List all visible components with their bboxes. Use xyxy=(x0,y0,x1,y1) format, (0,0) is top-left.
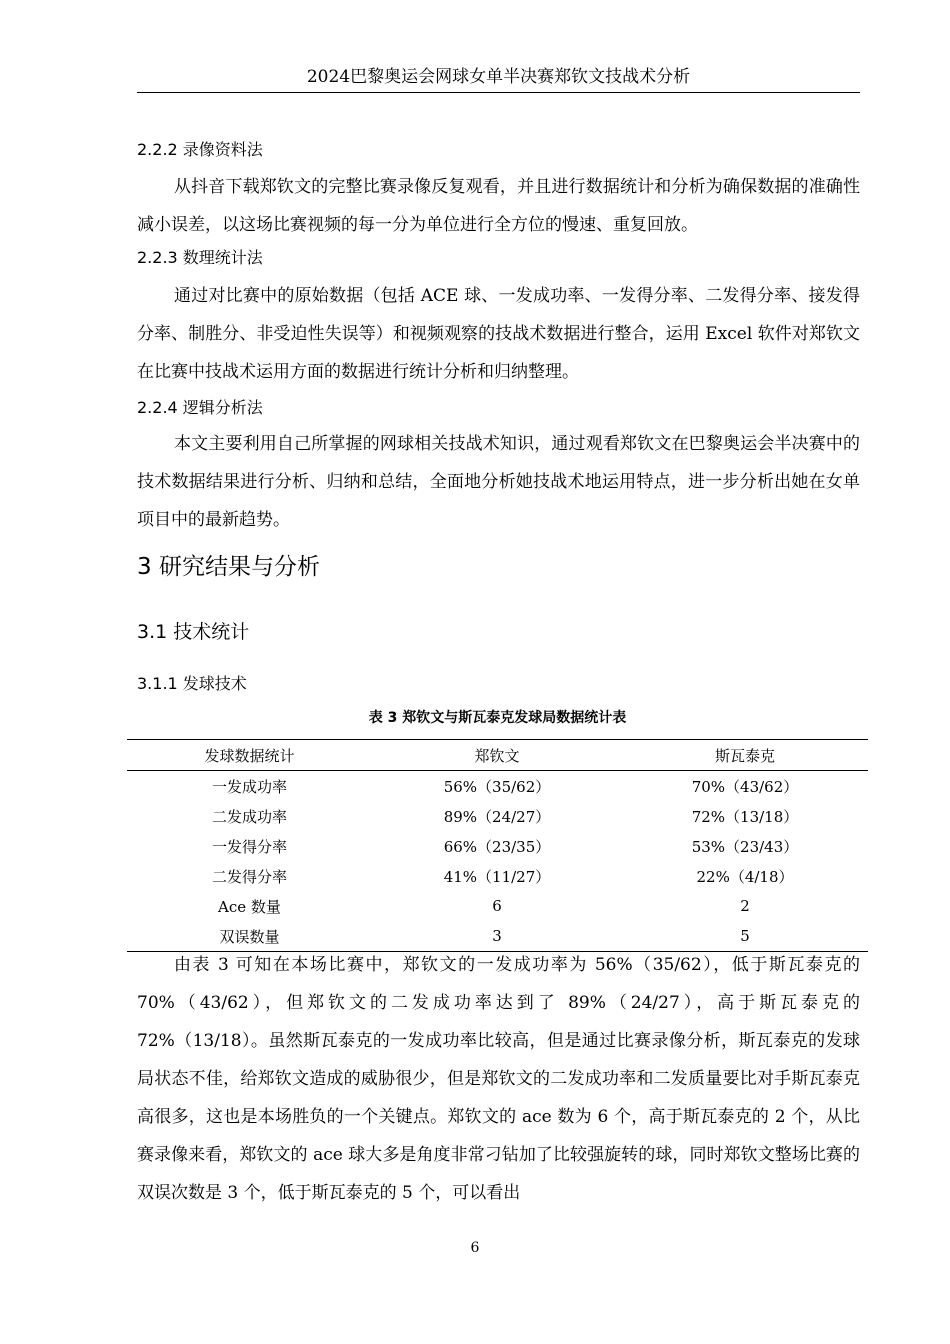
table-header-cell: 发球数据统计 xyxy=(127,740,372,771)
table-caption: 表 3 郑钦文与斯瓦泰克发球局数据统计表 xyxy=(368,710,627,726)
table-row xyxy=(127,801,868,831)
section-2-2-2-title: 2.2.2 录像资料法 xyxy=(137,140,263,159)
section-2-2-4-title: 2.2.4 逻辑分析法 xyxy=(137,398,263,417)
table-cell: 72%（13/18） xyxy=(691,807,799,826)
table-cell: 66%（23/35） xyxy=(443,837,551,856)
section-2-2-2-text: 从抖音下载郑钦文的完整比赛录像反复观看，并且进行数据统计和分析为确保数据的准确性减小误差，以这场比赛视频的每一分为单位进行全方位的慢速、重复回放。 xyxy=(137,177,860,235)
section-2-2-3-text: 通过对比赛中的原始数据（包括 ACE 球、一发成功率、一发得分率、二发得分率、接发得分率、制胜分、非受迫性失误等）和视频观察的技战术数据进行整合，运用 Excel 软件对郑钦文在比赛中技战术运用方面的数据进行统计分析和归纳整理。 xyxy=(137,286,860,382)
table-cell: 6 xyxy=(492,897,502,915)
table-cell: 22%（4/18） xyxy=(696,867,794,886)
table-cell: 3 xyxy=(372,921,622,952)
table-cell: 2 xyxy=(740,897,750,915)
table-row xyxy=(127,891,868,921)
running-header: 2024巴黎奥运会网球女单半决赛郑钦文技战术分析 xyxy=(137,62,860,93)
table-cell: Ace 数量 xyxy=(218,897,281,916)
table-cell: 89%（24/27） xyxy=(443,807,551,826)
table-cell: 41%（11/27） xyxy=(443,867,551,886)
section-3-1-1-title: 3.1.1 发球技术 xyxy=(137,674,247,693)
chapter-3-title: 3 研究结果与分析 xyxy=(137,554,320,580)
table-row xyxy=(127,861,868,891)
table-cell: 二发得分率 xyxy=(211,867,287,886)
table-cell: 5 xyxy=(622,921,868,952)
table-cell: 一发成功率 xyxy=(211,777,287,796)
table-row xyxy=(127,831,868,861)
table-cell: 一发得分率 xyxy=(211,837,287,856)
table-header-cell: 斯瓦泰克 xyxy=(622,740,868,771)
table-cell: 70%（43/62） xyxy=(691,777,799,796)
serve-stats-table xyxy=(127,739,868,952)
table-cell: 双误数量 xyxy=(127,921,372,952)
table-cell: 53%（23/43） xyxy=(691,837,799,856)
analysis-text: 由表 3 可知在本场比赛中，郑钦文的一发成功率为 56%（35/62），低于斯瓦泰克的 70%（43/62），但郑钦文的二发成功率达到了 89%（24/27），高于斯瓦泰克的 72%（13/18）。虽然斯瓦泰克的一发成功率比较高，但是通过比赛录像分析，斯瓦泰克的发球局状态不佳，给郑钦文造成的威胁很少，但是郑钦文的二发成功率和二发质量要比对手斯瓦泰克高很多，这也是本场胜负的一个关键点。郑钦文的 ace 数为 6 个，高于斯瓦泰克的 2 个，从比赛录像来看，郑钦文的 ace 球大多是角度非常刁钻加了比较强旋转的球，同时郑钦文整场比赛的双误次数是 3 个，低于斯瓦泰克的 5 个，可以看出 xyxy=(137,955,860,1203)
section-3-1-title: 3.1 技术统计 xyxy=(137,621,250,643)
section-2-2-3-title: 2.2.3 数理统计法 xyxy=(137,248,263,267)
table-header-row xyxy=(127,740,868,771)
table-row xyxy=(127,771,868,802)
page-number: 6 xyxy=(470,1240,480,1256)
section-2-2-4-text: 本文主要利用自己所掌握的网球相关技战术知识，通过观看郑钦文在巴黎奥运会半决赛中的技术数据结果进行分析、归纳和总结，全面地分析她技战术地运用特点，进一步分析出她在女单项目中的最新趋势。 xyxy=(137,434,860,530)
table-cell: 56%（35/62） xyxy=(443,777,551,796)
table-cell: 二发成功率 xyxy=(211,807,287,826)
table-header-cell: 郑钦文 xyxy=(372,740,622,771)
